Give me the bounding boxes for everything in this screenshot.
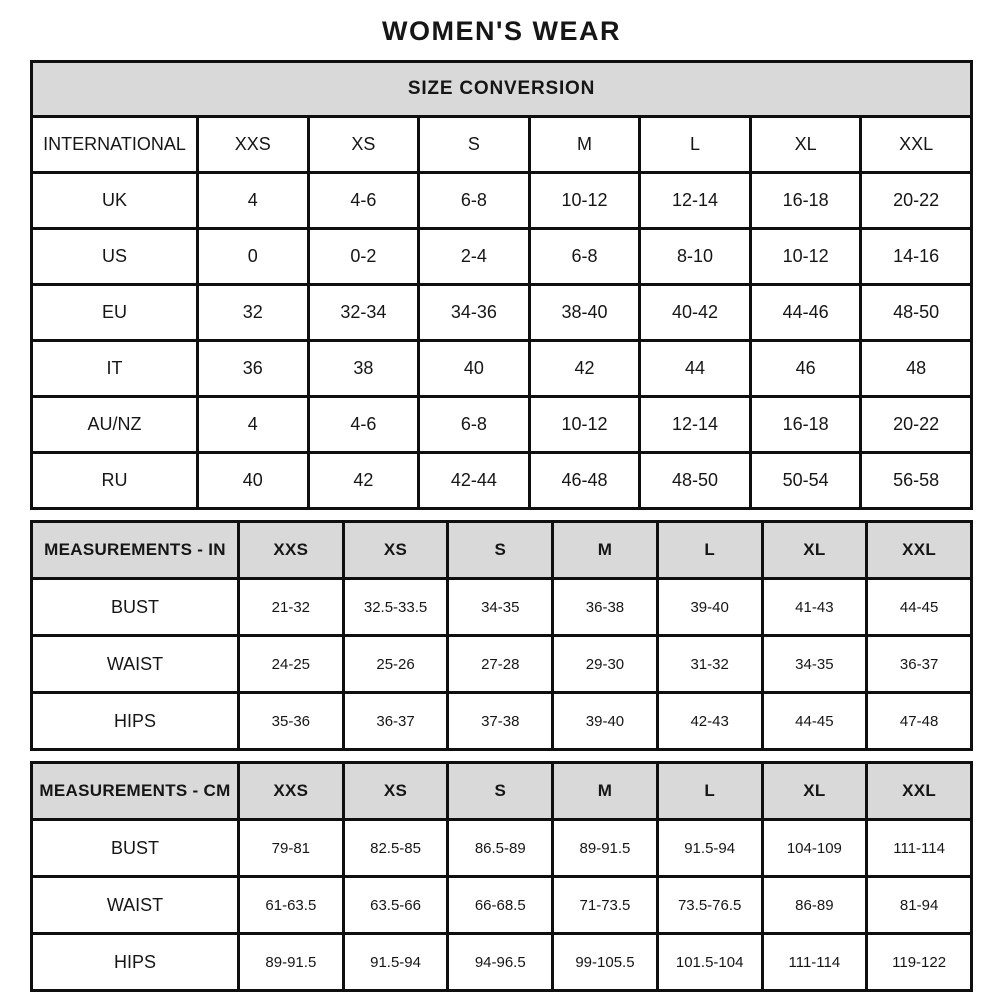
size-value: 0-2 — [308, 229, 419, 285]
measurement-value: 44-45 — [762, 693, 867, 750]
measurement-value: 89-91.5 — [239, 934, 344, 991]
column-header-l: L — [640, 117, 751, 173]
measurement-value: 35-36 — [239, 693, 344, 750]
column-header-l: L — [657, 522, 762, 579]
measurement-value: 104-109 — [762, 820, 867, 877]
size-value: 46 — [750, 341, 861, 397]
size-value: 32 — [198, 285, 309, 341]
measurement-value: 47-48 — [867, 693, 972, 750]
size-value: 4-6 — [308, 173, 419, 229]
column-header-xxs: XXS — [239, 763, 344, 820]
column-header-international: INTERNATIONAL — [32, 117, 198, 173]
column-header-row — [32, 117, 972, 173]
size-value: 20-22 — [861, 173, 972, 229]
measurement-value: 73.5-76.5 — [657, 877, 762, 934]
measurements-cm-header: MEASUREMENTS - CM — [32, 763, 239, 820]
column-header-xxl: XXL — [861, 117, 972, 173]
column-header-xl: XL — [762, 522, 867, 579]
measurement-value: 101.5-104 — [657, 934, 762, 991]
size-value: 4 — [198, 173, 309, 229]
table-row-ru — [32, 453, 972, 509]
measurement-value: 42-43 — [657, 693, 762, 750]
column-header-m: M — [553, 763, 658, 820]
column-header-row — [32, 522, 972, 579]
measurement-value: 25-26 — [343, 636, 448, 693]
table-row-waist — [32, 877, 972, 934]
measurement-value: 34-35 — [448, 579, 553, 636]
measurement-value: 29-30 — [553, 636, 658, 693]
measurement-value: 63.5-66 — [343, 877, 448, 934]
table-row-bust — [32, 820, 972, 877]
measurement-value: 86-89 — [762, 877, 867, 934]
column-header-xs: XS — [308, 117, 419, 173]
size-value: 38-40 — [529, 285, 640, 341]
row-label-it: IT — [32, 341, 198, 397]
size-conversion-header: SIZE CONVERSION — [32, 62, 972, 117]
size-value: 50-54 — [750, 453, 861, 509]
size-value: 6-8 — [529, 229, 640, 285]
size-value: 42-44 — [419, 453, 530, 509]
column-header-xs: XS — [343, 522, 448, 579]
size-value: 44-46 — [750, 285, 861, 341]
column-header-xxs: XXS — [239, 522, 344, 579]
measurement-value: 36-37 — [867, 636, 972, 693]
measurement-value: 27-28 — [448, 636, 553, 693]
measurement-value: 99-105.5 — [553, 934, 658, 991]
measurements-cm-table — [30, 761, 973, 992]
size-value: 0 — [198, 229, 309, 285]
measurement-value: 66-68.5 — [448, 877, 553, 934]
measurement-value: 61-63.5 — [239, 877, 344, 934]
size-value: 12-14 — [640, 397, 751, 453]
measurement-value: 32.5-33.5 — [343, 579, 448, 636]
column-header-xxl: XXL — [867, 522, 972, 579]
measurement-value: 81-94 — [867, 877, 972, 934]
size-value: 42 — [529, 341, 640, 397]
size-value: 16-18 — [750, 173, 861, 229]
measurement-value: 21-32 — [239, 579, 344, 636]
size-value: 10-12 — [750, 229, 861, 285]
column-header-s: S — [419, 117, 530, 173]
size-value: 48-50 — [640, 453, 751, 509]
row-label-hips: HIPS — [32, 693, 239, 750]
size-value: 48-50 — [861, 285, 972, 341]
row-label-waist: WAIST — [32, 636, 239, 693]
column-header-xs: XS — [343, 763, 448, 820]
table-row-aunz — [32, 397, 972, 453]
page-title: WOMEN'S WEAR — [382, 16, 621, 46]
size-value: 40 — [198, 453, 309, 509]
table-title-row — [32, 62, 972, 117]
column-header-l: L — [657, 763, 762, 820]
size-value: 14-16 — [861, 229, 972, 285]
table-row-hips — [32, 693, 972, 750]
size-value: 16-18 — [750, 397, 861, 453]
row-label-bust: BUST — [32, 579, 239, 636]
row-label-aunz: AU/NZ — [32, 397, 198, 453]
size-value: 48 — [861, 341, 972, 397]
measurement-value: 39-40 — [657, 579, 762, 636]
size-value: 12-14 — [640, 173, 751, 229]
size-value: 40-42 — [640, 285, 751, 341]
size-value: 42 — [308, 453, 419, 509]
measurement-value: 82.5-85 — [343, 820, 448, 877]
size-value: 8-10 — [640, 229, 751, 285]
size-value: 44 — [640, 341, 751, 397]
column-header-s: S — [448, 763, 553, 820]
measurements-in-table — [30, 520, 973, 751]
table-row-us — [32, 229, 972, 285]
row-label-waist: WAIST — [32, 877, 239, 934]
measurement-value: 37-38 — [448, 693, 553, 750]
row-label-ru: RU — [32, 453, 198, 509]
column-header-xxs: XXS — [198, 117, 309, 173]
column-header-xl: XL — [762, 763, 867, 820]
size-value: 38 — [308, 341, 419, 397]
measurement-value: 44-45 — [867, 579, 972, 636]
row-label-us: US — [32, 229, 198, 285]
size-value: 20-22 — [861, 397, 972, 453]
measurement-value: 91.5-94 — [343, 934, 448, 991]
measurement-value: 89-91.5 — [553, 820, 658, 877]
measurement-value: 24-25 — [239, 636, 344, 693]
size-value: 56-58 — [861, 453, 972, 509]
size-value: 10-12 — [529, 397, 640, 453]
size-value: 46-48 — [529, 453, 640, 509]
row-label-uk: UK — [32, 173, 198, 229]
measurement-value: 94-96.5 — [448, 934, 553, 991]
size-value: 36 — [198, 341, 309, 397]
size-value: 32-34 — [308, 285, 419, 341]
row-label-eu: EU — [32, 285, 198, 341]
measurement-value: 36-37 — [343, 693, 448, 750]
size-value: 6-8 — [419, 173, 530, 229]
measurement-value: 39-40 — [553, 693, 658, 750]
column-header-m: M — [553, 522, 658, 579]
measurement-value: 34-35 — [762, 636, 867, 693]
table-row-uk — [32, 173, 972, 229]
measurement-value: 111-114 — [867, 820, 972, 877]
measurement-value: 36-38 — [553, 579, 658, 636]
size-value: 2-4 — [419, 229, 530, 285]
measurement-value: 79-81 — [239, 820, 344, 877]
table-row-hips — [32, 934, 972, 991]
size-value: 4-6 — [308, 397, 419, 453]
measurements-in-header: MEASUREMENTS - IN — [32, 522, 239, 579]
column-header-xxl: XXL — [867, 763, 972, 820]
row-label-hips: HIPS — [32, 934, 239, 991]
table-row-bust — [32, 579, 972, 636]
column-header-xl: XL — [750, 117, 861, 173]
column-header-m: M — [529, 117, 640, 173]
size-value: 6-8 — [419, 397, 530, 453]
size-value: 10-12 — [529, 173, 640, 229]
table-row-waist — [32, 636, 972, 693]
size-value: 40 — [419, 341, 530, 397]
measurement-value: 31-32 — [657, 636, 762, 693]
table-row-eu — [32, 285, 972, 341]
size-value: 4 — [198, 397, 309, 453]
measurement-value: 111-114 — [762, 934, 867, 991]
size-conversion-table — [30, 60, 973, 510]
size-value: 34-36 — [419, 285, 530, 341]
measurement-value: 119-122 — [867, 934, 972, 991]
measurement-value: 91.5-94 — [657, 820, 762, 877]
column-header-row — [32, 763, 972, 820]
table-row-it — [32, 341, 972, 397]
measurement-value: 86.5-89 — [448, 820, 553, 877]
measurement-value: 41-43 — [762, 579, 867, 636]
measurement-value: 71-73.5 — [553, 877, 658, 934]
column-header-s: S — [448, 522, 553, 579]
row-label-bust: BUST — [32, 820, 239, 877]
